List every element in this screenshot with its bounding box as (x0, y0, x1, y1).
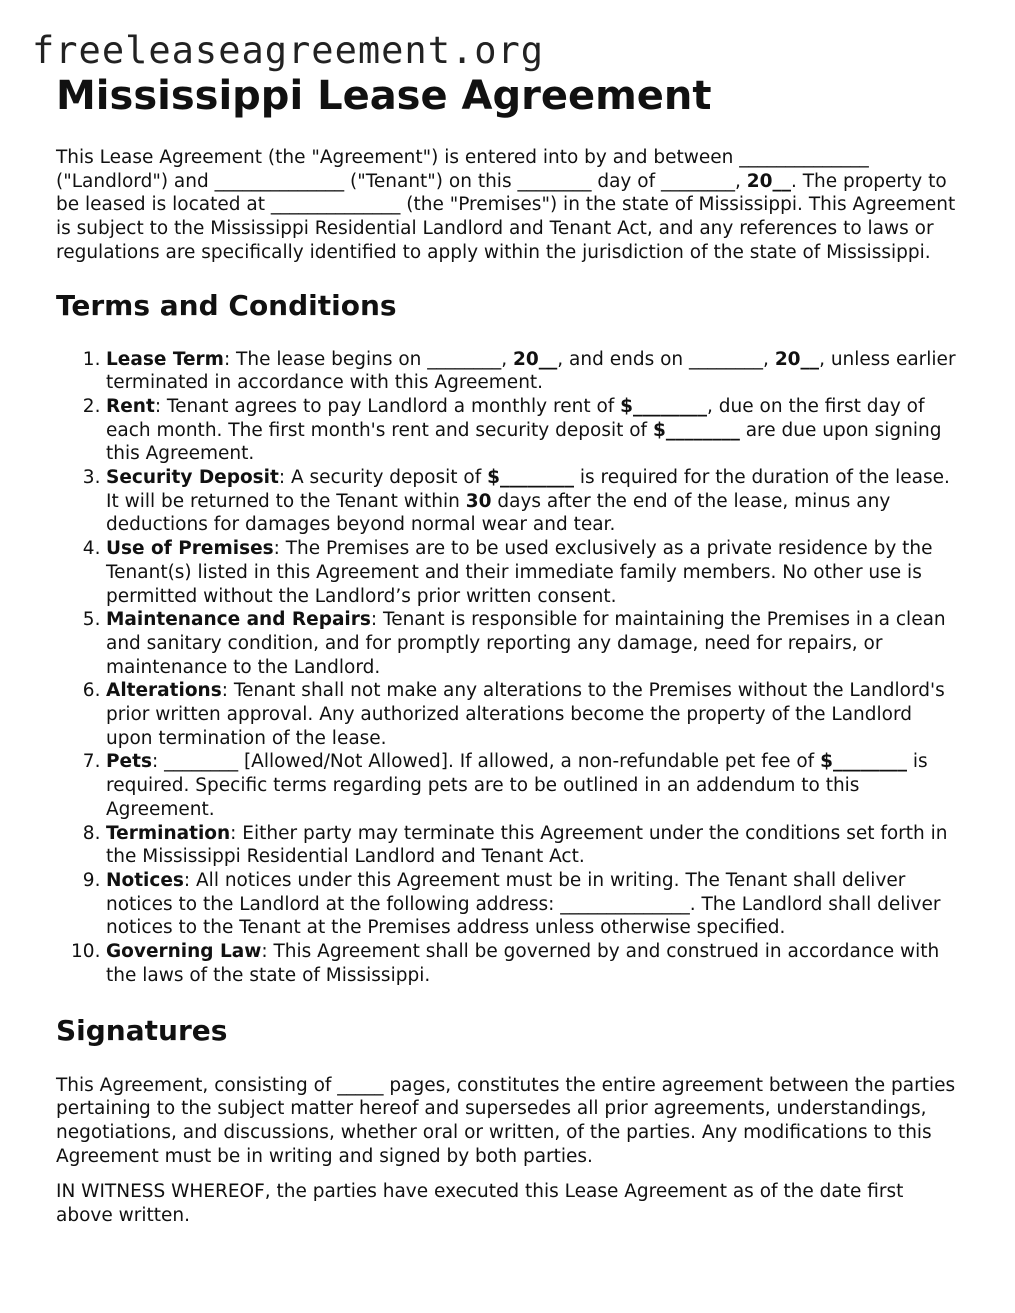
term-text (106, 822, 961, 869)
intro-paragraph: This Lease Agreement (the "Agreement") is entered into by and between ______________ ("Landlord") and ______________ ("Tenant") on this ________ day of ________, 20__. The property to be leased is located at ______________ (the "Premises") in the state of Mississippi. This Agreement is subject to the Mississippi Residential Landlord and Tenant Act, and any references to laws or regulations are specifically identified to apply within the jurisdiction of the state of Mississippi. (56, 147, 956, 263)
term-item (56, 869, 961, 940)
term-title: Termination (106, 822, 231, 844)
term-item (56, 537, 961, 608)
term-item (56, 395, 961, 466)
term-body: : Tenant is responsible for maintaining the Premises in a clean and sanitary condition, and for promptly reporting any damage, need for repairs, or maintenance to the Landlord. (106, 609, 946, 678)
term-body: : The Premises are to be used exclusively as a private residence by the Tenant(s) listed in this Agreement and their immediate family members. No other use is permitted without the Landlord’s prior written consent. (106, 538, 933, 607)
site-watermark: freeleaseagreement.org (32, 29, 545, 72)
term-body: : This Agreement shall be governed by and construed in accordance with the laws of the state of Mississippi. (106, 941, 940, 986)
term-body: : Tenant shall not make any alterations to the Premises without the Landlord's prior written approval. Any authorized alterations become the property of the Landlord upon termination of the lease. (106, 680, 945, 749)
lease-document (56, 72, 961, 1228)
term-item (56, 679, 961, 750)
term-title: Alterations (106, 680, 222, 702)
term-body: : The lease begins on ________, 20__, and ends on ________, 20__, unless earlier terminated in accordance with this Agreement. (106, 348, 956, 394)
term-number: 6. (82, 680, 101, 702)
term-text (106, 940, 961, 987)
signatures-paragraph: This Agreement, consisting of _____ pages, constitutes the entire agreement between the parties pertaining to the subject matter hereof and supersedes all prior agreements, understandings, negotiations, and discussions, whether oral or written, of the parties. Any modifications to this Agreement must be in writing and signed by both parties. (56, 1074, 956, 1167)
term-title: Use of Premises (106, 538, 274, 560)
term-body: : All notices under this Agreement must be in writing. The Tenant shall deliver notices to the Landlord at the following address: ______________. The Landlord shall deliver notices to the Tenant at the Premises address unless otherwise specified. (106, 869, 941, 939)
terms-list (56, 348, 961, 988)
term-number: 9. (82, 869, 101, 891)
term-body: : A security deposit of $________ is required for the duration of the lease. It will be returned to the Tenant within 30 days after the end of the lease, minus any deductions for damages beyond normal wear and tear. (106, 467, 950, 536)
term-body: : ________ [Allowed/Not Allowed]. If allowed, a non-refundable pet fee of $________ is required. Specific terms regarding pets are to be outlined in an addendum to this Agreement. (106, 751, 928, 820)
term-number: 10. (71, 941, 101, 963)
term-item (56, 822, 961, 869)
term-title: Security Deposit (106, 467, 279, 489)
term-number: 2. (82, 395, 101, 417)
term-title: Governing Law (106, 941, 262, 963)
term-item (56, 750, 961, 821)
terms-heading: Terms and Conditions (56, 288, 397, 322)
document-title: Mississippi Lease Agreement (56, 73, 712, 119)
term-item (56, 466, 961, 537)
term-number: 1. (82, 348, 101, 370)
term-text (106, 466, 961, 537)
term-title: Notices (106, 869, 184, 891)
term-text (106, 869, 961, 940)
term-body: : Tenant agrees to pay Landlord a monthly rent of $________, due on the first day of each month. The first month's rent and security deposit of $________ are due upon signing this Agreement. (106, 395, 942, 465)
term-text (106, 348, 961, 395)
term-title: Maintenance and Repairs (106, 609, 371, 631)
term-item (56, 348, 961, 395)
term-text (106, 608, 961, 679)
signatures-heading: Signatures (56, 1013, 228, 1047)
term-number: 4. (82, 538, 101, 560)
term-body: : Either party may terminate this Agreement under the conditions set forth in the Mississippi Residential Landlord and Tenant Act. (106, 822, 948, 868)
term-number: 7. (82, 751, 101, 773)
term-item (56, 608, 961, 679)
term-text (106, 395, 961, 466)
term-title: Pets (106, 751, 152, 773)
term-item (56, 940, 961, 987)
term-number: 3. (82, 467, 101, 489)
term-title: Lease Term (106, 348, 224, 370)
term-text (106, 537, 961, 608)
term-number: 5. (82, 609, 101, 631)
term-text (106, 750, 961, 821)
term-title: Rent (106, 395, 155, 417)
witness-paragraph: IN WITNESS WHEREOF, the parties have executed this Lease Agreement as of the date first above written. (56, 1181, 904, 1227)
term-text (106, 679, 961, 750)
term-number: 8. (82, 822, 101, 844)
